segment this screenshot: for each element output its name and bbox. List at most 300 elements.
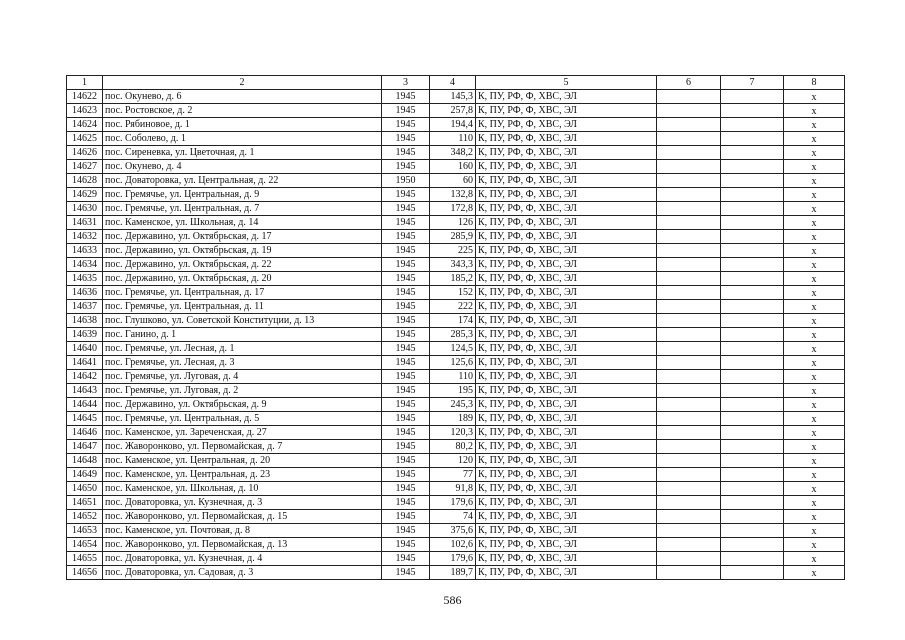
cell-address: пос. Доваторовка, ул. Центральная, д. 22	[103, 174, 382, 188]
column-header-2: 2	[103, 76, 382, 90]
cell-col7	[721, 440, 784, 454]
cell-col8: х	[784, 510, 845, 524]
cell-year: 1945	[382, 160, 430, 174]
cell-col6	[657, 524, 721, 538]
cell-area: 77	[430, 468, 476, 482]
cell-area: 124,5	[430, 342, 476, 356]
cell-col8: х	[784, 160, 845, 174]
cell-year: 1945	[382, 314, 430, 328]
cell-year: 1945	[382, 90, 430, 104]
cell-col8: х	[784, 454, 845, 468]
cell-col8: х	[784, 384, 845, 398]
cell-year: 1945	[382, 370, 430, 384]
cell-year: 1945	[382, 230, 430, 244]
cell-id: 14653	[67, 524, 103, 538]
cell-area: 185,2	[430, 272, 476, 286]
cell-year: 1945	[382, 286, 430, 300]
cell-id: 14635	[67, 272, 103, 286]
table-row	[67, 272, 845, 286]
cell-address: пос. Окунево, д. 6	[103, 90, 382, 104]
table-row	[67, 510, 845, 524]
cell-col8: х	[784, 230, 845, 244]
cell-id: 14626	[67, 146, 103, 160]
table-row	[67, 370, 845, 384]
cell-col6	[657, 398, 721, 412]
cell-col8: х	[784, 216, 845, 230]
cell-id: 14643	[67, 384, 103, 398]
table-row	[67, 398, 845, 412]
cell-year: 1945	[382, 384, 430, 398]
cell-codes: К, ПУ, РФ, Ф, ХВС, ЭЛ	[476, 258, 657, 272]
cell-id: 14642	[67, 370, 103, 384]
cell-id: 14655	[67, 552, 103, 566]
cell-id: 14632	[67, 230, 103, 244]
cell-id: 14647	[67, 440, 103, 454]
cell-year: 1945	[382, 272, 430, 286]
cell-codes: К, ПУ, РФ, Ф, ХВС, ЭЛ	[476, 454, 657, 468]
cell-id: 14651	[67, 496, 103, 510]
cell-year: 1945	[382, 300, 430, 314]
cell-codes: К, ПУ, РФ, Ф, ХВС, ЭЛ	[476, 398, 657, 412]
cell-col6	[657, 286, 721, 300]
table-row	[67, 384, 845, 398]
cell-year: 1945	[382, 132, 430, 146]
cell-year: 1945	[382, 440, 430, 454]
cell-codes: К, ПУ, РФ, Ф, ХВС, ЭЛ	[476, 482, 657, 496]
cell-area: 132,8	[430, 188, 476, 202]
column-header-7: 7	[721, 76, 784, 90]
cell-id: 14627	[67, 160, 103, 174]
cell-col7	[721, 258, 784, 272]
table-row	[67, 104, 845, 118]
cell-id: 14630	[67, 202, 103, 216]
table-header-row	[67, 76, 845, 90]
cell-codes: К, ПУ, РФ, Ф, ХВС, ЭЛ	[476, 174, 657, 188]
cell-col7	[721, 496, 784, 510]
table-row	[67, 188, 845, 202]
cell-codes: К, ПУ, РФ, Ф, ХВС, ЭЛ	[476, 202, 657, 216]
cell-col8: х	[784, 146, 845, 160]
cell-address: пос. Каменское, ул. Центральная, д. 23	[103, 468, 382, 482]
cell-codes: К, ПУ, РФ, Ф, ХВС, ЭЛ	[476, 244, 657, 258]
cell-area: 179,6	[430, 496, 476, 510]
cell-col7	[721, 342, 784, 356]
table-row	[67, 426, 845, 440]
cell-codes: К, ПУ, РФ, Ф, ХВС, ЭЛ	[476, 300, 657, 314]
cell-col7	[721, 188, 784, 202]
cell-address: пос. Державино, ул. Октябрьская, д. 17	[103, 230, 382, 244]
cell-area: 179,6	[430, 552, 476, 566]
cell-col6	[657, 146, 721, 160]
cell-year: 1945	[382, 258, 430, 272]
table-row	[67, 314, 845, 328]
cell-area: 120,3	[430, 426, 476, 440]
cell-area: 91,8	[430, 482, 476, 496]
table-row	[67, 132, 845, 146]
cell-col6	[657, 188, 721, 202]
cell-area: 225	[430, 244, 476, 258]
cell-id: 14656	[67, 566, 103, 580]
cell-codes: К, ПУ, РФ, Ф, ХВС, ЭЛ	[476, 356, 657, 370]
cell-col7	[721, 426, 784, 440]
cell-col7	[721, 174, 784, 188]
cell-area: 160	[430, 160, 476, 174]
cell-col8: х	[784, 300, 845, 314]
cell-col8: х	[784, 132, 845, 146]
cell-year: 1945	[382, 244, 430, 258]
cell-area: 110	[430, 370, 476, 384]
cell-area: 120	[430, 454, 476, 468]
cell-id: 14639	[67, 328, 103, 342]
table-row	[67, 286, 845, 300]
cell-id: 14625	[67, 132, 103, 146]
registry-table	[66, 75, 845, 580]
cell-address: пос. Доваторовка, ул. Кузнечная, д. 3	[103, 496, 382, 510]
cell-year: 1945	[382, 524, 430, 538]
cell-area: 285,3	[430, 328, 476, 342]
cell-codes: К, ПУ, РФ, Ф, ХВС, ЭЛ	[476, 384, 657, 398]
cell-id: 14622	[67, 90, 103, 104]
cell-address: пос. Рябиновое, д. 1	[103, 118, 382, 132]
table-row	[67, 230, 845, 244]
cell-area: 102,6	[430, 538, 476, 552]
cell-codes: К, ПУ, РФ, Ф, ХВС, ЭЛ	[476, 468, 657, 482]
cell-col7	[721, 384, 784, 398]
cell-address: пос. Гремячье, ул. Центральная, д. 5	[103, 412, 382, 426]
cell-address: пос. Державино, ул. Октябрьская, д. 22	[103, 258, 382, 272]
cell-col7	[721, 370, 784, 384]
cell-area: 145,3	[430, 90, 476, 104]
cell-col6	[657, 496, 721, 510]
cell-col7	[721, 552, 784, 566]
cell-col8: х	[784, 328, 845, 342]
cell-codes: К, ПУ, РФ, Ф, ХВС, ЭЛ	[476, 272, 657, 286]
cell-col8: х	[784, 412, 845, 426]
cell-year: 1945	[382, 398, 430, 412]
cell-col8: х	[784, 258, 845, 272]
table-row	[67, 356, 845, 370]
column-header-4: 4	[430, 76, 476, 90]
cell-address: пос. Каменское, ул. Школьная, д. 10	[103, 482, 382, 496]
cell-year: 1945	[382, 412, 430, 426]
cell-col8: х	[784, 496, 845, 510]
cell-col8: х	[784, 538, 845, 552]
cell-address: пос. Ганино, д. 1	[103, 328, 382, 342]
cell-address: пос. Гремячье, ул. Луговая, д. 4	[103, 370, 382, 384]
page-number: 586	[443, 593, 462, 607]
cell-col8: х	[784, 272, 845, 286]
cell-id: 14623	[67, 104, 103, 118]
cell-area: 375,6	[430, 524, 476, 538]
cell-col7	[721, 132, 784, 146]
cell-col6	[657, 272, 721, 286]
cell-col6	[657, 90, 721, 104]
cell-col8: х	[784, 244, 845, 258]
cell-col6	[657, 202, 721, 216]
table-body	[67, 76, 845, 580]
cell-codes: К, ПУ, РФ, Ф, ХВС, ЭЛ	[476, 314, 657, 328]
cell-address: пос. Сиреневка, ул. Цветочная, д. 1	[103, 146, 382, 160]
cell-area: 172,8	[430, 202, 476, 216]
cell-col6	[657, 412, 721, 426]
cell-codes: К, ПУ, РФ, Ф, ХВС, ЭЛ	[476, 328, 657, 342]
cell-address: пос. Гремячье, ул. Центральная, д. 9	[103, 188, 382, 202]
cell-col6	[657, 566, 721, 580]
cell-codes: К, ПУ, РФ, Ф, ХВС, ЭЛ	[476, 118, 657, 132]
cell-area: 126	[430, 216, 476, 230]
cell-address: пос. Жаворонково, ул. Первомайская, д. 7	[103, 440, 382, 454]
cell-area: 245,3	[430, 398, 476, 412]
cell-col7	[721, 202, 784, 216]
cell-col7	[721, 314, 784, 328]
cell-col7	[721, 468, 784, 482]
cell-year: 1950	[382, 174, 430, 188]
cell-id: 14624	[67, 118, 103, 132]
cell-col6	[657, 230, 721, 244]
cell-id: 14637	[67, 300, 103, 314]
cell-codes: К, ПУ, РФ, Ф, ХВС, ЭЛ	[476, 426, 657, 440]
cell-col6	[657, 216, 721, 230]
cell-id: 14629	[67, 188, 103, 202]
table-row	[67, 496, 845, 510]
table-row	[67, 454, 845, 468]
cell-address: пос. Каменское, ул. Школьная, д. 14	[103, 216, 382, 230]
cell-id: 14638	[67, 314, 103, 328]
cell-area: 110	[430, 132, 476, 146]
cell-col7	[721, 538, 784, 552]
cell-col6	[657, 384, 721, 398]
cell-address: пос. Державино, ул. Октябрьская, д. 9	[103, 398, 382, 412]
cell-col8: х	[784, 482, 845, 496]
cell-codes: К, ПУ, РФ, Ф, ХВС, ЭЛ	[476, 496, 657, 510]
column-header-6: 6	[657, 76, 721, 90]
cell-year: 1945	[382, 454, 430, 468]
column-header-3: 3	[382, 76, 430, 90]
cell-area: 80,2	[430, 440, 476, 454]
cell-codes: К, ПУ, РФ, Ф, ХВС, ЭЛ	[476, 538, 657, 552]
cell-col6	[657, 468, 721, 482]
cell-year: 1945	[382, 328, 430, 342]
cell-codes: К, ПУ, РФ, Ф, ХВС, ЭЛ	[476, 132, 657, 146]
cell-area: 189	[430, 412, 476, 426]
cell-col8: х	[784, 90, 845, 104]
table-row	[67, 216, 845, 230]
cell-col8: х	[784, 552, 845, 566]
cell-area: 348,2	[430, 146, 476, 160]
cell-codes: К, ПУ, РФ, Ф, ХВС, ЭЛ	[476, 104, 657, 118]
cell-col8: х	[784, 314, 845, 328]
cell-codes: К, ПУ, РФ, Ф, ХВС, ЭЛ	[476, 286, 657, 300]
cell-col7	[721, 510, 784, 524]
cell-year: 1945	[382, 552, 430, 566]
cell-col7	[721, 216, 784, 230]
cell-col8: х	[784, 286, 845, 300]
cell-year: 1945	[382, 510, 430, 524]
table-row	[67, 538, 845, 552]
cell-col6	[657, 538, 721, 552]
cell-col7	[721, 104, 784, 118]
cell-address: пос. Окунево, д. 4	[103, 160, 382, 174]
cell-col8: х	[784, 524, 845, 538]
cell-id: 14646	[67, 426, 103, 440]
cell-year: 1945	[382, 566, 430, 580]
cell-col6	[657, 174, 721, 188]
table-row	[67, 160, 845, 174]
cell-area: 194,4	[430, 118, 476, 132]
cell-area: 343,3	[430, 258, 476, 272]
cell-codes: К, ПУ, РФ, Ф, ХВС, ЭЛ	[476, 160, 657, 174]
cell-address: пос. Глушково, ул. Советской Конституции, д. 13	[103, 314, 382, 328]
cell-address: пос. Каменское, ул. Почтовая, д. 8	[103, 524, 382, 538]
cell-col7	[721, 482, 784, 496]
cell-address: пос. Гремячье, ул. Центральная, д. 11	[103, 300, 382, 314]
cell-col7	[721, 230, 784, 244]
cell-id: 14650	[67, 482, 103, 496]
table-row	[67, 552, 845, 566]
cell-col8: х	[784, 468, 845, 482]
cell-year: 1945	[382, 426, 430, 440]
cell-id: 14636	[67, 286, 103, 300]
cell-col6	[657, 300, 721, 314]
cell-address: пос. Гремячье, ул. Лесная, д. 3	[103, 356, 382, 370]
cell-year: 1945	[382, 104, 430, 118]
table-row	[67, 342, 845, 356]
cell-col8: х	[784, 440, 845, 454]
cell-col8: х	[784, 188, 845, 202]
cell-id: 14631	[67, 216, 103, 230]
cell-col7	[721, 272, 784, 286]
cell-col6	[657, 118, 721, 132]
cell-col8: х	[784, 174, 845, 188]
cell-codes: К, ПУ, РФ, Ф, ХВС, ЭЛ	[476, 552, 657, 566]
cell-col6	[657, 426, 721, 440]
cell-col8: х	[784, 342, 845, 356]
cell-year: 1945	[382, 146, 430, 160]
cell-col7	[721, 454, 784, 468]
cell-codes: К, ПУ, РФ, Ф, ХВС, ЭЛ	[476, 188, 657, 202]
table-row	[67, 482, 845, 496]
cell-col8: х	[784, 104, 845, 118]
table-row	[67, 146, 845, 160]
table-row	[67, 328, 845, 342]
table-row	[67, 258, 845, 272]
cell-col6	[657, 552, 721, 566]
cell-id: 14649	[67, 468, 103, 482]
table-row	[67, 90, 845, 104]
cell-area: 285,9	[430, 230, 476, 244]
cell-col7	[721, 398, 784, 412]
cell-codes: К, ПУ, РФ, Ф, ХВС, ЭЛ	[476, 412, 657, 426]
cell-col6	[657, 356, 721, 370]
table-row	[67, 300, 845, 314]
cell-year: 1945	[382, 356, 430, 370]
cell-id: 14654	[67, 538, 103, 552]
cell-col7	[721, 146, 784, 160]
cell-col6	[657, 314, 721, 328]
cell-id: 14652	[67, 510, 103, 524]
cell-area: 174	[430, 314, 476, 328]
cell-id: 14633	[67, 244, 103, 258]
cell-id: 14641	[67, 356, 103, 370]
cell-col7	[721, 328, 784, 342]
cell-address: пос. Жаворонково, ул. Первомайская, д. 15	[103, 510, 382, 524]
cell-col6	[657, 510, 721, 524]
cell-year: 1945	[382, 118, 430, 132]
column-header-1: 1	[67, 76, 103, 90]
cell-col7	[721, 524, 784, 538]
cell-address: пос. Соболево, д. 1	[103, 132, 382, 146]
cell-id: 14644	[67, 398, 103, 412]
cell-address: пос. Ростовское, д. 2	[103, 104, 382, 118]
cell-codes: К, ПУ, РФ, Ф, ХВС, ЭЛ	[476, 524, 657, 538]
cell-col8: х	[784, 202, 845, 216]
table-row	[67, 566, 845, 580]
table-row	[67, 174, 845, 188]
cell-area: 152	[430, 286, 476, 300]
cell-col6	[657, 342, 721, 356]
table-row	[67, 468, 845, 482]
cell-address: пос. Доваторовка, ул. Кузнечная, д. 4	[103, 552, 382, 566]
cell-col7	[721, 566, 784, 580]
cell-area: 195	[430, 384, 476, 398]
cell-codes: К, ПУ, РФ, Ф, ХВС, ЭЛ	[476, 146, 657, 160]
column-header-8: 8	[784, 76, 845, 90]
table-row	[67, 440, 845, 454]
cell-codes: К, ПУ, РФ, Ф, ХВС, ЭЛ	[476, 440, 657, 454]
cell-area: 257,8	[430, 104, 476, 118]
cell-col6	[657, 328, 721, 342]
cell-address: пос. Гремячье, ул. Лесная, д. 1	[103, 342, 382, 356]
cell-col6	[657, 104, 721, 118]
cell-col6	[657, 132, 721, 146]
cell-area: 60	[430, 174, 476, 188]
cell-year: 1945	[382, 468, 430, 482]
cell-col8: х	[784, 370, 845, 384]
table-row	[67, 202, 845, 216]
cell-col6	[657, 244, 721, 258]
column-header-5: 5	[476, 76, 657, 90]
cell-codes: К, ПУ, РФ, Ф, ХВС, ЭЛ	[476, 90, 657, 104]
cell-codes: К, ПУ, РФ, Ф, ХВС, ЭЛ	[476, 566, 657, 580]
cell-area: 189,7	[430, 566, 476, 580]
cell-col8: х	[784, 118, 845, 132]
cell-col8: х	[784, 356, 845, 370]
cell-year: 1945	[382, 216, 430, 230]
cell-area: 125,6	[430, 356, 476, 370]
cell-address: пос. Каменское, ул. Зареченская, д. 27	[103, 426, 382, 440]
table-row	[67, 412, 845, 426]
cell-col7	[721, 356, 784, 370]
cell-address: пос. Гремячье, ул. Луговая, д. 2	[103, 384, 382, 398]
cell-address: пос. Гремячье, ул. Центральная, д. 17	[103, 286, 382, 300]
cell-col6	[657, 160, 721, 174]
cell-area: 222	[430, 300, 476, 314]
table-row	[67, 244, 845, 258]
cell-codes: К, ПУ, РФ, Ф, ХВС, ЭЛ	[476, 230, 657, 244]
cell-address: пос. Гремячье, ул. Центральная, д. 7	[103, 202, 382, 216]
cell-codes: К, ПУ, РФ, Ф, ХВС, ЭЛ	[476, 510, 657, 524]
cell-address: пос. Каменское, ул. Центральная, д. 20	[103, 454, 382, 468]
cell-id: 14645	[67, 412, 103, 426]
cell-year: 1945	[382, 496, 430, 510]
cell-col6	[657, 482, 721, 496]
cell-codes: К, ПУ, РФ, Ф, ХВС, ЭЛ	[476, 342, 657, 356]
cell-id: 14634	[67, 258, 103, 272]
cell-id: 14640	[67, 342, 103, 356]
cell-id: 14628	[67, 174, 103, 188]
cell-address: пос. Державино, ул. Октябрьская, д. 19	[103, 244, 382, 258]
cell-col7	[721, 412, 784, 426]
